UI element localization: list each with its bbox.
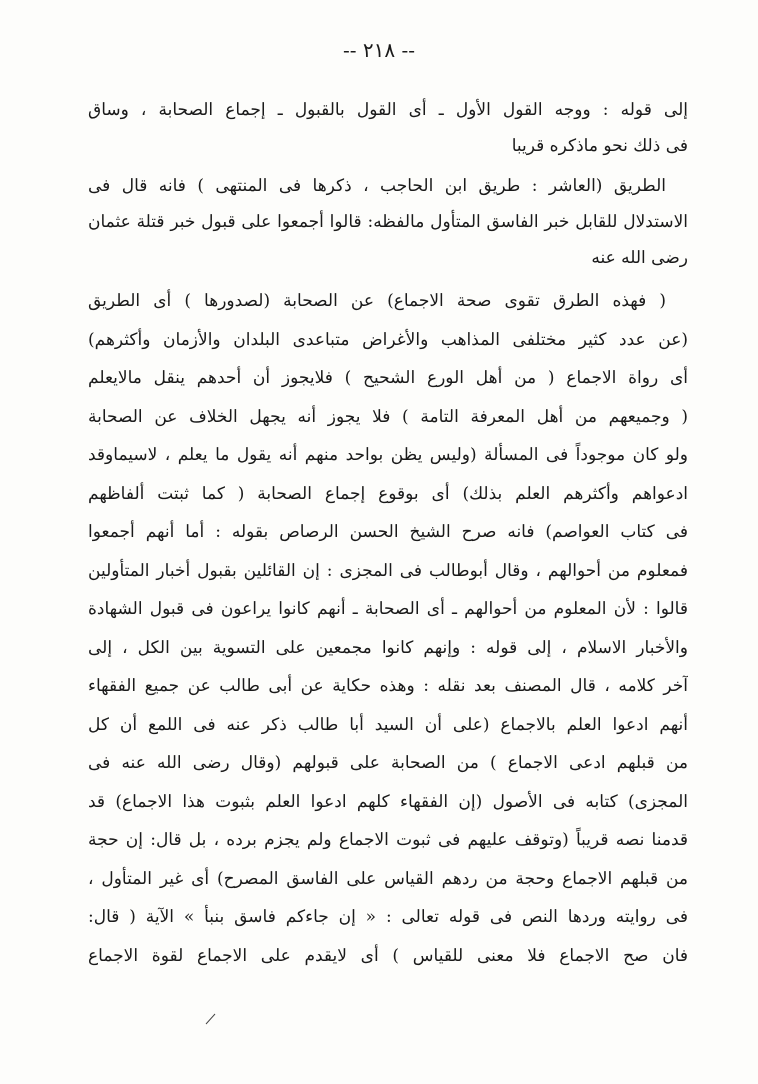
text-line: ( فهذه الطرق تقوى صحة الاجماع) عن الصحابة (لصدورها ) أى الطريق — [88, 291, 666, 311]
text-line: والأخبار الاسلام ، إلى قوله : وإنهم كانوا مجمعين على التسوية بين الكل ، إلى — [88, 637, 688, 658]
pen-stroke-mark — [204, 1012, 218, 1026]
page-number: -- ٢١٨ -- — [343, 38, 415, 62]
text-line: فى كتاب العواصم) فانه صرح الشيخ الحسن الرصاص بقوله : أما أنهم أجمعوا — [88, 522, 688, 542]
text-line: قالوا : لأن المعلوم من أحوالهم ـ أى الصحابة ـ أنهم كانوا يراعون فى قبول الشهادة — [88, 599, 688, 619]
text-line: فى ذلك نحو ماذكره قريبا — [511, 136, 688, 156]
text-line: الطريق (العاشر : طريق ابن الحاجب ، ذكرها فى المنتهى ) فانه قال فى — [88, 176, 666, 196]
text-line: أنهم ادعوا العلم بالاجماع (على أن السيد أبا طالب ذكر عنه فى اللمع أن كل — [88, 714, 688, 735]
paragraph-2 — [88, 168, 688, 276]
text-line: فمعلوم من أحوالهم ، وقال أبوطالب فى المجزى : إن القائلين بقبول أخبار المتأولين — [88, 560, 688, 581]
text-line: أى رواة الاجماع ( من أهل الورع الشحيح ) فلايجوز أن أحدهم ينقل مالايعلم — [88, 368, 688, 388]
text-line: المجزى) كتابه فى الأصول (إن الفقهاء كلهم ادعوا العلم بثبوت هذا الاجماع) قد — [88, 791, 688, 812]
text-line: قدمنا نصه قريباً (وتوقف عليهم فى ثبوت الاجماع ولم يجزم برده ، بل قال: إن حجة — [88, 830, 688, 850]
paragraph-3 — [88, 282, 688, 975]
text-line: ادعواهم وأكثرهم العلم بذلك) أى بوقوع إجماع الصحابة ( كما ثبتت ألفاظهم — [88, 483, 688, 504]
text-line: إلى قوله : ووجه القول الأول ـ أى القول بالقبول ـ إجماع الصحابة ، وساق — [88, 100, 688, 120]
paragraph-1 — [88, 92, 688, 164]
text-line: آخر كلامه ، قال المصنف بعد نقله : وهذه حكاية عن أبى طالب عن جميع الفقهاء — [88, 676, 688, 696]
text-line: الاستدلال للقابل خبر الفاسق المتأول مالفظه: قالوا أجمعوا على قبول خبر قتلة عثمان — [88, 212, 688, 232]
text-line: رضى الله عنه — [591, 248, 688, 268]
text-line: من قبلهم ادعى الاجماع ) من الصحابة على قبولهم (وقال رضى الله عنه فى — [88, 753, 688, 773]
text-line: فى روايته وردها النص فى قوله تعالى : « إن جاءكم فاسق بنبأ » الآية ( قال: — [88, 907, 688, 927]
text-line: من قبلهم الاجماع وحجة من ردهم القياس على الفاسق المصرح) أى غير المتأول ، — [88, 868, 688, 889]
text-line: فان صح الاجماع فلا معنى للقياس ) أى لايقدم على الاجماع لقوة الاجماع — [88, 945, 688, 966]
text-line: (عن عدد كثير مختلفى المذاهب والأغراض متباعدى البلدان والأزمان وأكثرهم) — [88, 329, 688, 350]
text-line: ولو كان موجوداً فى المسألة (وليس يظن بواحد منهم أنه يقول ما يعلم ، لاسيماوقد — [88, 445, 688, 465]
text-line: ( وجميعهم من أهل المعرفة التامة ) فلا يجوز أنه يجهل الخلاف عن الصحابة — [88, 406, 688, 427]
